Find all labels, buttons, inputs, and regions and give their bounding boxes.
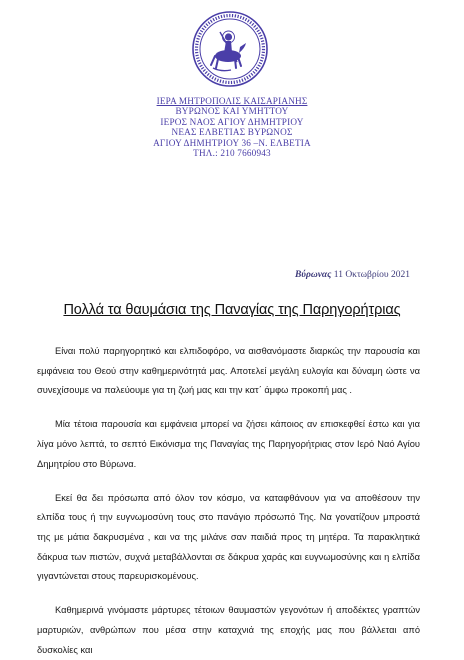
letterhead-church: ΙΕΡΟΣ ΝΑΟΣ ΑΓΙΟΥ ΔΗΜΗΤΡΙΟΥ — [160, 116, 304, 127]
body-paragraph: Είναι πολύ παρηγορητικό και ελπιδοφόρο, να αισθανόμαστε διαρκώς την παρουσία και εμφάνεια του Θεού στην καθημερινότητά μας. Αποτελεί μεγάλη ευλογία και δύναμη ώστε να συνεχίσουμε να παλεύουμε για τη ζωή μας και την κατ΄ άμφω προκοπή μας . — [37, 346, 420, 396]
body-paragraph: Μία τέτοια παρουσία και εμφάνεια μπορεί να ζήσει κάποιος αν επισκεφθεί έστω και για λίγα μόνο λεπτά, το σεπτό Εικόνισμα της Παναγίας της Παρηγορήτριας στον Ιερό Ναό Αγίου Δημητρίου στο Βύρωνα. — [37, 419, 420, 469]
letterhead-parish: ΝΕΑΣ ΕΛΒΕΤΙΑΣ ΒΥΡΩΝΟΣ — [171, 127, 293, 138]
document-title: Πολλά τα θαυμάσια της Παναγίας της Παρηγορήτριας — [63, 302, 401, 318]
date-day-month: 11 Οκτωβρίου — [333, 270, 389, 280]
metropolis-seal-icon — [191, 10, 269, 88]
letterhead — [0, 96, 464, 158]
letterhead-phone: ΤΗΛ.: 210 7660943 — [193, 148, 271, 159]
document-date — [295, 270, 410, 280]
letterhead-region: ΒΥΡΩΝΟΣ ΚΑΙ ΥΜΗΤΤΟΥ — [175, 106, 289, 117]
date-place: Βύρωνας — [294, 270, 332, 280]
body-paragraph: Καθημερινά γινόμαστε μάρτυρες τέτοιων θαυμαστών γεγονότων ή αποδέκτες γραπτών μαρτυριών, ανθρώπων που μέσα στην καταχνιά της εποχής μας που βάλλεται από δυσκολίες και — [37, 605, 420, 655]
document-body — [37, 342, 420, 660]
letterhead-metropolis: ΙΕΡΑ ΜΗΤΡΟΠΟΛΙΣ ΚΑΙΣΑΡΙΑΝΗΣ — [156, 96, 308, 106]
date-year: 2021 — [391, 270, 410, 280]
letterhead-address: ΑΓΙΟΥ ΔΗΜΗΤΡΙΟΥ 36 –Ν. ΕΛΒΕΤΙΑ — [153, 137, 311, 148]
body-paragraph: Εκεί θα δει πρόσωπα από όλον τον κόσμο, να καταφθάνουν για να αποθέσουν την ελπίδα τους ή την ευγνωμοσύνη τους στο πανάγιο πρόσωπό Της. Να γονατίζουν μπροστά της με μάτια δακρυσμένα , και να της μιλάνε σαν παιδιά προς τη μητέρα. Τα παρακλητικά δάκρυα των πιστών, συχνά μεταβάλλονται σε δάκρυα χαράς και ευγνωμοσύνης και η ελπίδα γιγαντώνεται στους παρευρισκομένους. — [37, 492, 420, 582]
